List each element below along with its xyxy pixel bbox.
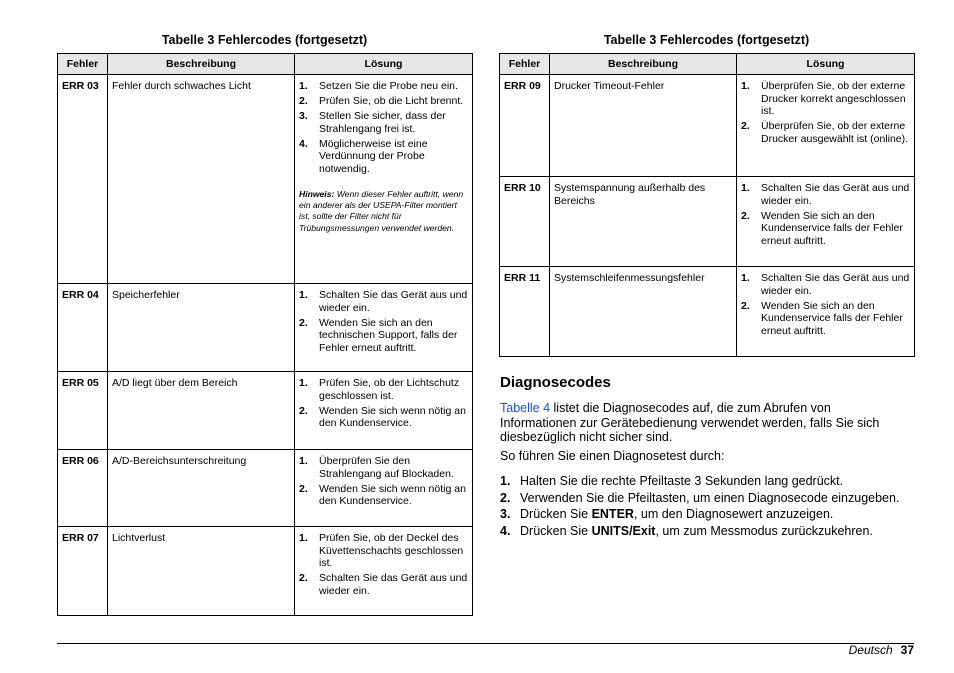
solution-step: 1. Überprüfen Sie, ob der externe Drucker korrekt angeschlossen ist. xyxy=(741,80,910,118)
error-code: ERR 11 xyxy=(500,267,550,357)
solution-step-text: Prüfen Sie, ob der Deckel des Küvettenschachts geschlossen ist. xyxy=(319,532,464,569)
error-description: A/D-Bereichsunterschreitung xyxy=(108,450,295,527)
table-row xyxy=(500,177,915,267)
page-footer xyxy=(849,643,914,657)
step-text: Halten Sie die rechte Pfeiltaste 3 Sekunden lang gedrückt. xyxy=(520,474,844,488)
solution-step: 2. Wenden Sie sich an den technischen Support, falls der Fehler erneut auftritt. xyxy=(299,317,468,355)
error-description: A/D liegt über dem Bereich xyxy=(108,372,295,450)
solution-step-text: Setzen Sie die Probe neu ein. xyxy=(319,80,458,92)
error-code: ERR 10 xyxy=(500,177,550,267)
table-row xyxy=(58,284,473,372)
error-description: Speicherfehler xyxy=(108,284,295,372)
error-solution xyxy=(295,75,473,284)
solution-step: 2. Wenden Sie sich an den Kundenservice falls der Fehler erneut auftritt. xyxy=(741,300,910,338)
table-row xyxy=(58,450,473,527)
left-error-table xyxy=(57,53,473,616)
note-label: Hinweis: xyxy=(299,189,335,199)
solution-step-text: Schalten Sie das Gerät aus und wieder ein. xyxy=(761,272,910,297)
error-solution xyxy=(295,527,473,616)
solution-step: 2. Wenden Sie sich an den Kundenservice falls der Fehler erneut auftritt. xyxy=(741,210,910,248)
table-row xyxy=(58,75,473,284)
column-header-beschreibung: Beschreibung xyxy=(108,54,295,75)
solution-step-text: Wenden Sie sich an den technischen Support, falls der Fehler erneut auftritt. xyxy=(319,316,458,354)
key-name: UNITS/Exit xyxy=(591,523,656,538)
right-error-table xyxy=(499,53,915,357)
solution-step-text: Möglicherweise ist eine Verdünnung der Probe notwendig. xyxy=(319,137,428,175)
page-number: 37 xyxy=(900,643,914,657)
solution-step: 2. Prüfen Sie, ob die Licht brennt. xyxy=(299,95,468,108)
intro-text: listet die Diagnosecodes auf, die zum Abrufen von Informationen zur Gerätebedienung verwendet werden, falls Sie sich diesbezüglich nicht sicher sind. xyxy=(500,401,880,444)
solution-step-text: Wenden Sie sich wenn nötig an den Kundenservice. xyxy=(319,404,466,429)
error-solution xyxy=(295,450,473,527)
diagnose-steps xyxy=(500,474,914,540)
column-header-fehler: Fehler xyxy=(58,54,108,75)
error-code: ERR 04 xyxy=(58,284,108,372)
step-text: Verwenden Sie die Pfeiltasten, um einen Diagnosecode einzugeben. xyxy=(520,490,900,505)
column-header-fehler: Fehler xyxy=(500,54,550,75)
list-item xyxy=(500,491,914,506)
step-text: Drücken Sie ENTER, um den Diagnosewert anzuzeigen. xyxy=(520,507,834,521)
error-description: Lichtverlust xyxy=(108,527,295,616)
solution-step: 2. Schalten Sie das Gerät aus und wieder ein. xyxy=(299,572,468,597)
solution-step: 2. Überprüfen Sie, ob der externe Drucker ausgewählt ist (online). xyxy=(741,120,909,145)
list-item xyxy=(500,474,914,489)
step-number: 2. xyxy=(500,490,511,505)
error-code: ERR 07 xyxy=(58,527,108,616)
error-description: Systemspannung außerhalb des Bereichs xyxy=(550,177,737,267)
step-number: 1. xyxy=(500,474,511,488)
solution-step: 1. Prüfen Sie, ob der Lichtschutz geschlossen ist. xyxy=(299,377,468,402)
solution-step: 1. Schalten Sie das Gerät aus und wieder ein. xyxy=(741,182,910,207)
solution-step: 2. Wenden Sie sich wenn nötig an den Kundenservice. xyxy=(299,483,468,508)
left-table-caption: Tabelle 3 Fehlercodes (fortgesetzt) xyxy=(161,33,368,47)
error-description: Drucker Timeout-Fehler xyxy=(550,75,737,177)
table-header-row xyxy=(500,54,915,75)
column-header-beschreibung: Beschreibung xyxy=(550,54,737,75)
error-code: ERR 06 xyxy=(58,450,108,527)
solution-step-text: Schalten Sie das Gerät aus und wieder ein. xyxy=(319,572,468,597)
column-header-loesung: Lösung xyxy=(295,54,473,75)
list-item xyxy=(500,507,914,522)
solution-step: 2. Wenden Sie sich wenn nötig an den Kundenservice. xyxy=(299,405,468,430)
footer-rule xyxy=(57,643,914,644)
solution-step-text: Überprüfen Sie den Strahlengang auf Blockaden. xyxy=(319,455,454,480)
solution-step: 1. Überprüfen Sie den Strahlengang auf Blockaden. xyxy=(299,455,468,480)
solution-step-text: Prüfen Sie, ob der Lichtschutz geschlossen ist. xyxy=(319,377,460,402)
step-number: 4. xyxy=(500,523,511,538)
solution-step-text: Schalten Sie das Gerät aus und wieder ein. xyxy=(761,182,910,207)
solution-step-text: Stellen Sie sicher, dass der Strahlengang frei ist. xyxy=(319,110,446,135)
lead-paragraph: So führen Sie einen Diagnosetest durch: xyxy=(500,449,725,463)
error-code: ERR 03 xyxy=(58,75,108,284)
error-description: Fehler durch schwaches Licht xyxy=(108,75,295,284)
error-code: ERR 09 xyxy=(500,75,550,177)
solution-step: 1. Setzen Sie die Probe neu ein. xyxy=(299,80,468,93)
step-number: 3. xyxy=(500,507,511,521)
right-table-caption: Tabelle 3 Fehlercodes (fortgesetzt) xyxy=(603,33,810,47)
solution-step: 1. Prüfen Sie, ob der Deckel des Küvettenschachts geschlossen ist. xyxy=(299,532,468,570)
table-row xyxy=(500,75,915,177)
error-solution xyxy=(737,267,915,357)
solution-step-text: Wenden Sie sich an den Kundenservice falls der Fehler erneut auftritt. xyxy=(761,299,903,337)
list-item xyxy=(500,524,914,539)
error-description: Systemschleifenmessungsfehler xyxy=(550,267,737,357)
solution-step-text: Prüfen Sie, ob die Licht brennt. xyxy=(319,95,464,107)
error-solution xyxy=(737,75,915,177)
footer-language: Deutsch xyxy=(848,643,893,657)
table-row xyxy=(58,372,473,450)
column-header-loesung: Lösung xyxy=(737,54,915,75)
table-row xyxy=(500,267,915,357)
note-text: Wenn dieser Fehler auftritt, wenn ein anderer als der USEPA-Filter montiert ist, sollte der Filter nicht für Trübungsmessungen verwendet werden. xyxy=(299,189,464,233)
error-code: ERR 05 xyxy=(58,372,108,450)
error-solution xyxy=(737,177,915,267)
table-header-row xyxy=(58,54,473,75)
error-solution xyxy=(295,284,473,372)
section-heading: Diagnosecodes xyxy=(500,374,611,391)
solution-step: 4. Möglicherweise ist eine Verdünnung der Probe notwendig. xyxy=(299,138,468,176)
key-name: ENTER xyxy=(591,507,634,521)
note xyxy=(299,189,468,234)
step-text: Drücken Sie UNITS/Exit, um zum Messmodus zurückzukehren. xyxy=(520,523,873,538)
table-row xyxy=(58,527,473,616)
solution-step: 3. Stellen Sie sicher, dass der Strahlengang frei ist. xyxy=(299,110,468,135)
intro-paragraph xyxy=(500,401,900,445)
solution-step-text: Schalten Sie das Gerät aus und wieder ein. xyxy=(319,289,468,314)
solution-step-text: Überprüfen Sie, ob der externe Drucker korrekt angeschlossen ist. xyxy=(761,80,906,117)
error-solution xyxy=(295,372,473,450)
solution-step-text: Wenden Sie sich an den Kundenservice falls der Fehler erneut auftritt. xyxy=(761,209,903,247)
table-4-link[interactable]: Tabelle 4 xyxy=(500,401,551,415)
solution-step: 1. Schalten Sie das Gerät aus und wieder ein. xyxy=(741,272,910,297)
solution-step-text: Wenden Sie sich wenn nötig an den Kundenservice. xyxy=(319,482,466,507)
solution-step: 1. Schalten Sie das Gerät aus und wieder ein. xyxy=(299,289,468,314)
solution-step-text: Überprüfen Sie, ob der externe Drucker ausgewählt ist (online). xyxy=(761,120,909,145)
